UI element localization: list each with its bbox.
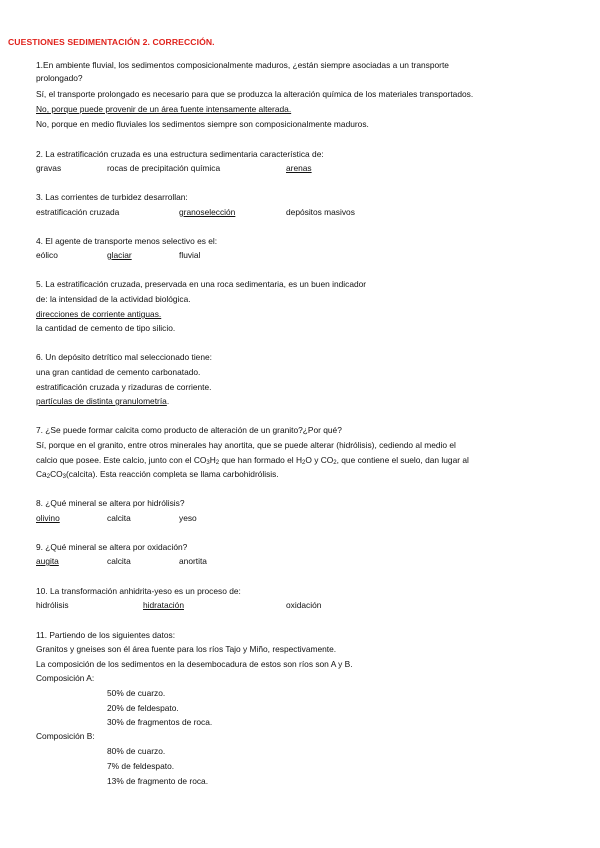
q11-data-line2: La composición de los sedimentos en la desembocadura de estos son ríos son A y B. bbox=[36, 659, 353, 669]
q2-question: 2. La estratificación cruzada es una estructura sedimentaria característica de: bbox=[36, 149, 324, 159]
q7-answer-line1: Sí, porque en el granito, entre otros minerales hay anortita, que se puede alterar (hidrólisis), cediendo al medio el bbox=[36, 440, 456, 450]
q1-question-line2: prolongado? bbox=[36, 73, 83, 83]
q1-number: 1. bbox=[36, 60, 43, 70]
q9-option-2: calcita bbox=[107, 556, 131, 566]
q6-option-1: una gran cantidad de cemento carbonatado. bbox=[36, 367, 201, 377]
q11-composition-b-label: Composición B: bbox=[36, 731, 95, 741]
q11-composition-b-item: 7% de feldespato. bbox=[107, 761, 175, 771]
q7-ans2-sub2: 2 bbox=[215, 460, 220, 466]
q7-ans3-sub2: 3 bbox=[62, 474, 66, 480]
q11-composition-b-item: 80% de cuarzo. bbox=[107, 746, 166, 756]
q6-option-2: estratificación cruzada y rizaduras de corriente. bbox=[36, 382, 212, 392]
q10-option-2-correct: hidratación bbox=[143, 600, 184, 610]
q1-text: En ambiente fluvial, los sedimentos composicionalmente maduros, ¿están siempre asociadas a un transporte bbox=[43, 60, 449, 70]
q6-option-3-line bbox=[36, 396, 169, 407]
q4-option-1: eólico bbox=[36, 250, 58, 260]
q8-option-1-correct: olivino bbox=[36, 513, 60, 523]
q7-ans2-sub3: 2 bbox=[302, 460, 306, 466]
q9-option-1-correct: augita bbox=[36, 556, 59, 566]
q1-option-2-correct: No, porque puede provenir de un área fuente intensamente alterada. bbox=[36, 104, 292, 114]
q7-ans3-part-a: Ca bbox=[36, 469, 47, 479]
q6-option-3-period: . bbox=[166, 396, 170, 406]
q10-option-1: hidrólisis bbox=[36, 600, 69, 610]
q11-composition-a-item: 20% de feldespato. bbox=[107, 703, 179, 713]
q8-option-3: yeso bbox=[179, 513, 197, 523]
q4-option-3: fluvial bbox=[179, 250, 201, 260]
q3-option-1: estratificación cruzada bbox=[36, 207, 120, 217]
q7-answer-line2 bbox=[36, 455, 469, 466]
q3-question: 3. Las corrientes de turbidez desarrollan: bbox=[36, 192, 188, 202]
q4-option-2-correct: glaciar bbox=[107, 250, 132, 260]
q9-question: 9. ¿Qué mineral se altera por oxidación? bbox=[36, 542, 188, 552]
q5-question: 5. La estratificación cruzada, preservada en una roca sedimentaria, es un buen indicador bbox=[36, 279, 367, 289]
q4-question: 4. El agente de transporte menos selectivo es el: bbox=[36, 236, 218, 246]
q2-option-2: rocas de precipitación química bbox=[107, 163, 221, 173]
q2-option-3-correct: arenas bbox=[286, 163, 312, 173]
q10-question: 10. La transformación anhidrita-yeso es un proceso de: bbox=[36, 586, 241, 596]
q7-ans2-sub1: 3 bbox=[206, 460, 210, 466]
q7-ans2-part-d: O y CO bbox=[305, 455, 334, 465]
q2-option-1: gravas bbox=[36, 163, 62, 173]
q7-ans2-sub4: 2 bbox=[333, 460, 337, 466]
q1-question-line1 bbox=[36, 60, 449, 71]
q6-question: 6. Un depósito detrítico mal seleccionado tiene: bbox=[36, 352, 212, 362]
q10-option-3: oxidación bbox=[286, 600, 322, 610]
q7-ans3-sub1: 2 bbox=[46, 474, 51, 480]
q11-composition-b-item: 13% de fragmento de roca. bbox=[107, 776, 209, 786]
q7-ans2-part-e: , que contiene el suelo, dan lugar al bbox=[336, 455, 469, 465]
q7-answer-line3 bbox=[36, 469, 279, 480]
q7-ans2-part-b: H bbox=[209, 455, 216, 465]
q5-option-3: la cantidad de cemento de tipo silicio. bbox=[36, 323, 176, 333]
q11-composition-a-label: Composición A: bbox=[36, 673, 95, 683]
q7-ans3-part-c: (calcita). Esta reacción completa se llama carbohidrólisis. bbox=[65, 469, 279, 479]
q1-option-3: No, porque en medio fluviales los sedimentos siempre son composicionalmente maduros. bbox=[36, 119, 369, 129]
q11-composition-a-item: 30% de fragmentos de roca. bbox=[107, 717, 213, 727]
q9-option-3: anortita bbox=[179, 556, 207, 566]
q8-question: 8. ¿Qué mineral se altera por hidrólisis? bbox=[36, 498, 185, 508]
q5-option-2-correct: direcciones de corriente antiguas. bbox=[36, 309, 162, 319]
q7-ans2-part-c: que han formado el H bbox=[219, 455, 303, 465]
q11-question: 11. Partiendo de los siguientes datos: bbox=[36, 630, 176, 640]
q1-option-1: Sí, el transporte prolongado es necesario para que se produzca la alteración química de los materiales transportados. bbox=[36, 89, 474, 99]
q7-question: 7. ¿Se puede formar calcita como producto de alteración de un granito?¿Por qué? bbox=[36, 425, 342, 435]
q3-option-3: depósitos masivos bbox=[286, 207, 355, 217]
q3-option-2-correct: granoselección bbox=[179, 207, 236, 217]
q11-data-line1: Granitos y gneises son él área fuente para los ríos Tajo y Miño, respectivamente. bbox=[36, 644, 337, 654]
q11-composition-a-item: 50% de cuarzo. bbox=[107, 688, 166, 698]
q7-ans3-part-b: CO bbox=[50, 469, 63, 479]
q6-option-3-correct: partículas de distinta granulometría bbox=[36, 396, 167, 406]
page-title: CUESTIONES SEDIMENTACIÓN 2. CORRECCIÓN. bbox=[8, 37, 215, 47]
q5-option-1: de: la intensidad de la actividad biológica. bbox=[36, 294, 191, 304]
q7-ans2-part-a: calcio que posee. Este calcio, junto con el CO bbox=[36, 455, 207, 465]
q8-option-2: calcita bbox=[107, 513, 131, 523]
